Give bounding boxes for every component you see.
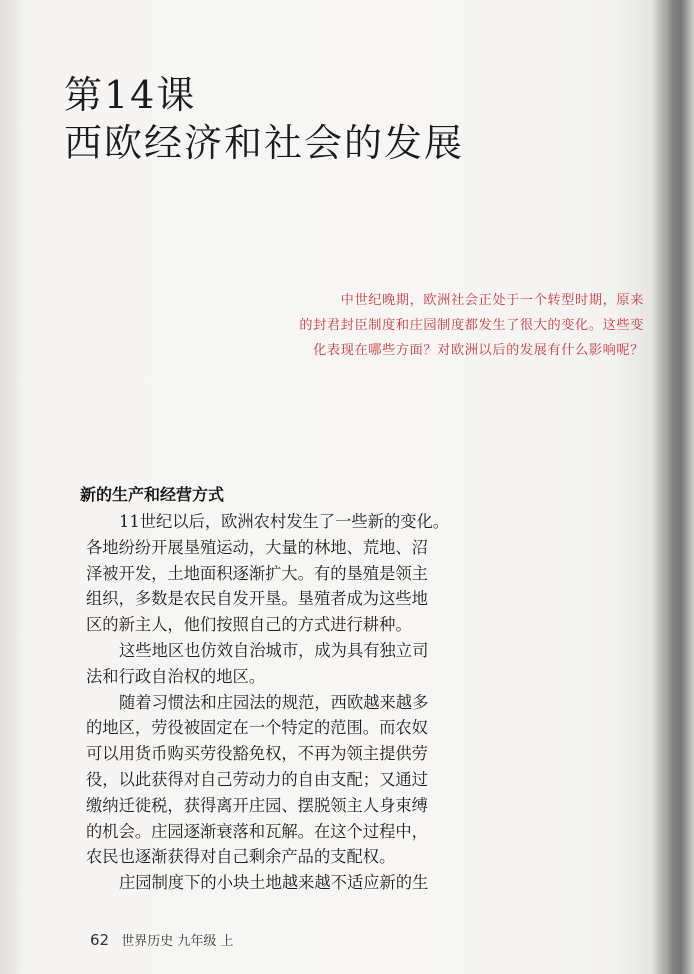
text-line: 组织，多数是农民自发开垦。垦殖者成为这些地 xyxy=(86,589,428,609)
section-body xyxy=(86,509,486,896)
paragraph xyxy=(86,638,486,690)
text-line: 区的新主人，他们按照自己的方式进行耕种。 xyxy=(86,615,412,635)
text-line: 庄园制度下的小块土地越来越不适应新的生 xyxy=(119,873,429,893)
text-line: 的机会。庄园逐渐衰落和瓦解。在这个过程中， xyxy=(86,821,428,841)
text-line: 法和行政自治权的地区。 xyxy=(86,666,266,686)
lesson-title: 西欧经济和社会的发展 xyxy=(64,121,465,165)
text-line: 这些地区也仿效自治城市，成为具有独立司 xyxy=(119,640,429,660)
page-binding-shadow xyxy=(650,0,694,974)
paragraph xyxy=(86,690,486,871)
paragraph xyxy=(86,870,486,896)
page-footer xyxy=(90,930,234,952)
book-title: 世界历史 九年级 上 xyxy=(121,934,234,949)
text-line: 11世纪以后，欧洲农村发生了一些新的变化。 xyxy=(119,512,450,531)
lesson-number: 第14课 xyxy=(64,73,197,117)
text-line: 农民也逐渐获得对自己剩余产品的支配权。 xyxy=(86,847,396,867)
text-line: 各地纷纷开展垦殖运动，大量的林地、荒地、沼 xyxy=(86,537,428,557)
intro-line: 的封君封臣制度和庄园制度都发生了很大的变化。这些变 xyxy=(299,318,644,333)
intro-line: 中世纪晚期，欧洲社会正处于一个转型时期，原来 xyxy=(340,293,644,308)
paragraph xyxy=(86,509,486,638)
text-line: 可以用货币购买劳役豁免权，不再为领主提供劳 xyxy=(86,744,428,764)
text-line: 役，以此获得对自己劳动力的自由支配；又通过 xyxy=(86,769,428,789)
section-heading: 新的生产和经营方式 xyxy=(80,485,225,504)
intro-line: 化表现在哪些方面？对欧洲以后的发展有什么影响呢？ xyxy=(313,343,644,358)
page-number: 62 xyxy=(90,931,110,949)
page-left-edge xyxy=(0,0,20,974)
text-line: 随着习惯法和庄园法的规范，西欧越来越多 xyxy=(119,692,429,712)
text-line: 泽被开发，土地面积逐渐扩大。有的垦殖是领主 xyxy=(86,563,428,583)
text-line: 的地区，劳役被固定在一个特定的范围。而农奴 xyxy=(86,718,428,738)
intro-paragraph xyxy=(264,288,644,363)
text-line: 缴纳迁徙税，获得离开庄园、摆脱领主人身束缚 xyxy=(86,795,428,815)
